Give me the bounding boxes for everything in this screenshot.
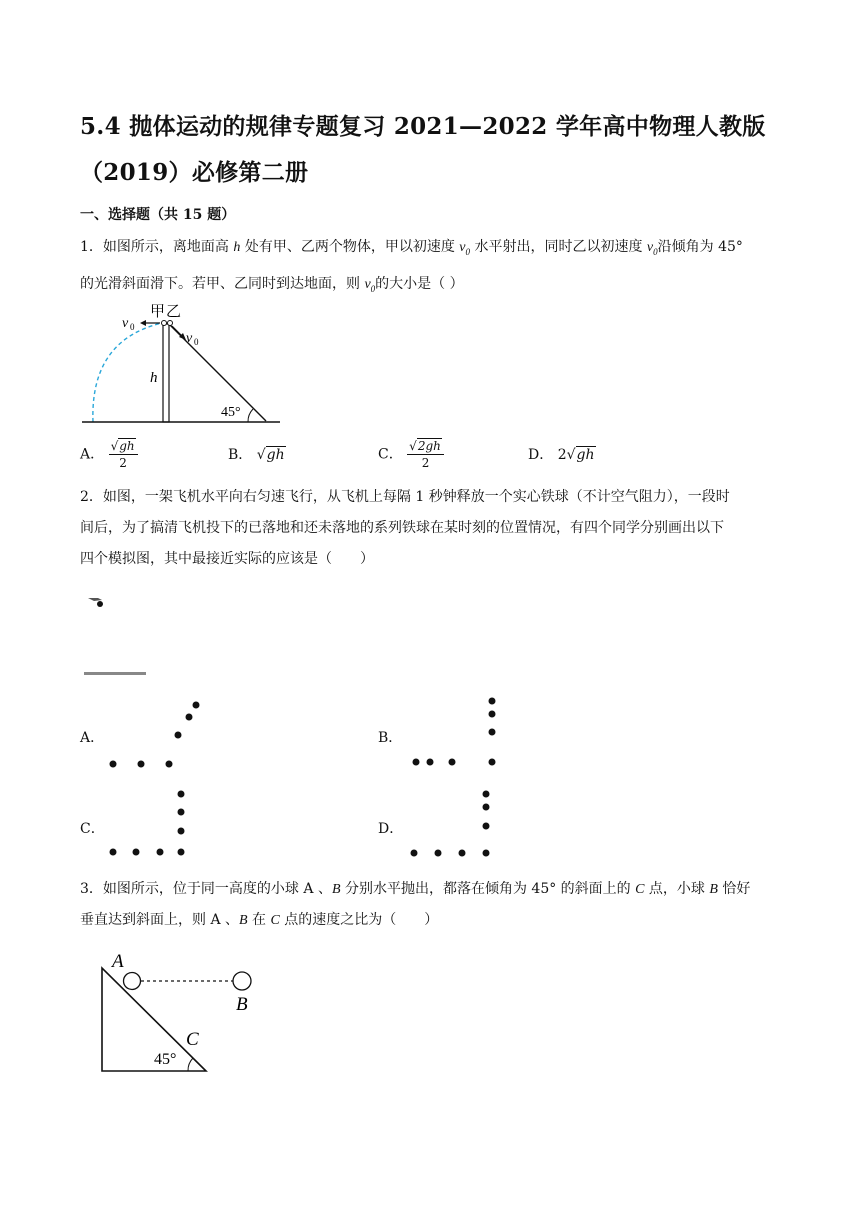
page-title: 5.4 抛体运动的规律专题复习 2021—2022 学年高中物理人教版（2019）必修第二册 <box>80 113 766 186</box>
section-heading: 一、选择题（共 15 题） <box>80 207 236 223</box>
ball-a <box>124 973 141 990</box>
label-jia: 甲 <box>150 304 166 320</box>
label-angle: 45° <box>221 405 241 420</box>
svg-text:v: v <box>186 331 193 346</box>
question-3-text: 3．如图所示，位于同一高度的小球 A 、B 分别水平抛出，都落在倾角为 45° 的斜面上的 C 点，小球 B 恰好 垂直达到斜面上，则 A 、B 在 C 点的速度之比为（ ） <box>80 881 751 928</box>
label-a: A <box>112 951 124 972</box>
q3-figure <box>96 948 266 1078</box>
q1-option-a[interactable]: A． $\frac{√gh}{2}$ <box>80 438 138 471</box>
q1-option-d[interactable]: D． 2√gh <box>528 447 595 463</box>
q2-option-c-figure[interactable] <box>100 785 200 865</box>
q2-option-c-label[interactable]: C． <box>80 821 105 837</box>
q2-option-a-label[interactable]: A． <box>80 730 105 746</box>
q1-option-b[interactable]: B． √gh <box>228 447 285 463</box>
label-angle: 45° <box>154 1051 177 1068</box>
ball <box>97 601 103 607</box>
q1-figure <box>80 300 290 430</box>
label-h: h <box>150 370 158 386</box>
label-yi: 乙 <box>166 304 182 320</box>
question-1-text: 1．如图所示，离地面高 h 处有甲、乙两个物体，甲以初速度 $v_0$ 水平射出，同时乙以初速度 $v_0$沿倾角为 45° 的光滑斜面滑下。若甲、乙同时到达地面，则 $v_0$的大小是（ ） <box>80 239 743 294</box>
arrow-left <box>140 320 146 326</box>
ground-strip <box>84 672 146 675</box>
q1-option-c[interactable]: C． $\frac{√2gh}{2}$ <box>378 438 444 471</box>
q2-option-a-figure[interactable] <box>100 698 210 773</box>
svg-text:v: v <box>122 316 129 331</box>
object-jia <box>162 321 167 326</box>
label-c: C <box>186 1029 199 1050</box>
q2-airplane-figure <box>84 590 154 680</box>
object-yi <box>168 321 173 326</box>
ball-b <box>233 972 251 990</box>
q2-option-d-label[interactable]: D． <box>378 821 404 837</box>
q2-option-b-label[interactable]: B． <box>378 730 403 746</box>
svg-text:0: 0 <box>130 322 135 332</box>
pillar <box>163 324 169 422</box>
airplane-icon <box>88 598 102 601</box>
question-2-text: 2．如图，一架飞机水平向右匀速飞行，从飞机上每隔 1 秒钟释放一个实心铁球（不计空气阻力），一段时 间后，为了搞清飞机投下的已落地和还未落地的系列铁球在某时刻的位置情况，有四个同学分别画出以下 四个模拟图，其中最接近实际的应该是（ ） <box>80 489 730 567</box>
label-b: B <box>236 994 248 1015</box>
svg-text:0: 0 <box>194 337 199 347</box>
q2-option-b-figure[interactable] <box>404 694 504 774</box>
q2-option-d-figure[interactable] <box>404 785 504 865</box>
